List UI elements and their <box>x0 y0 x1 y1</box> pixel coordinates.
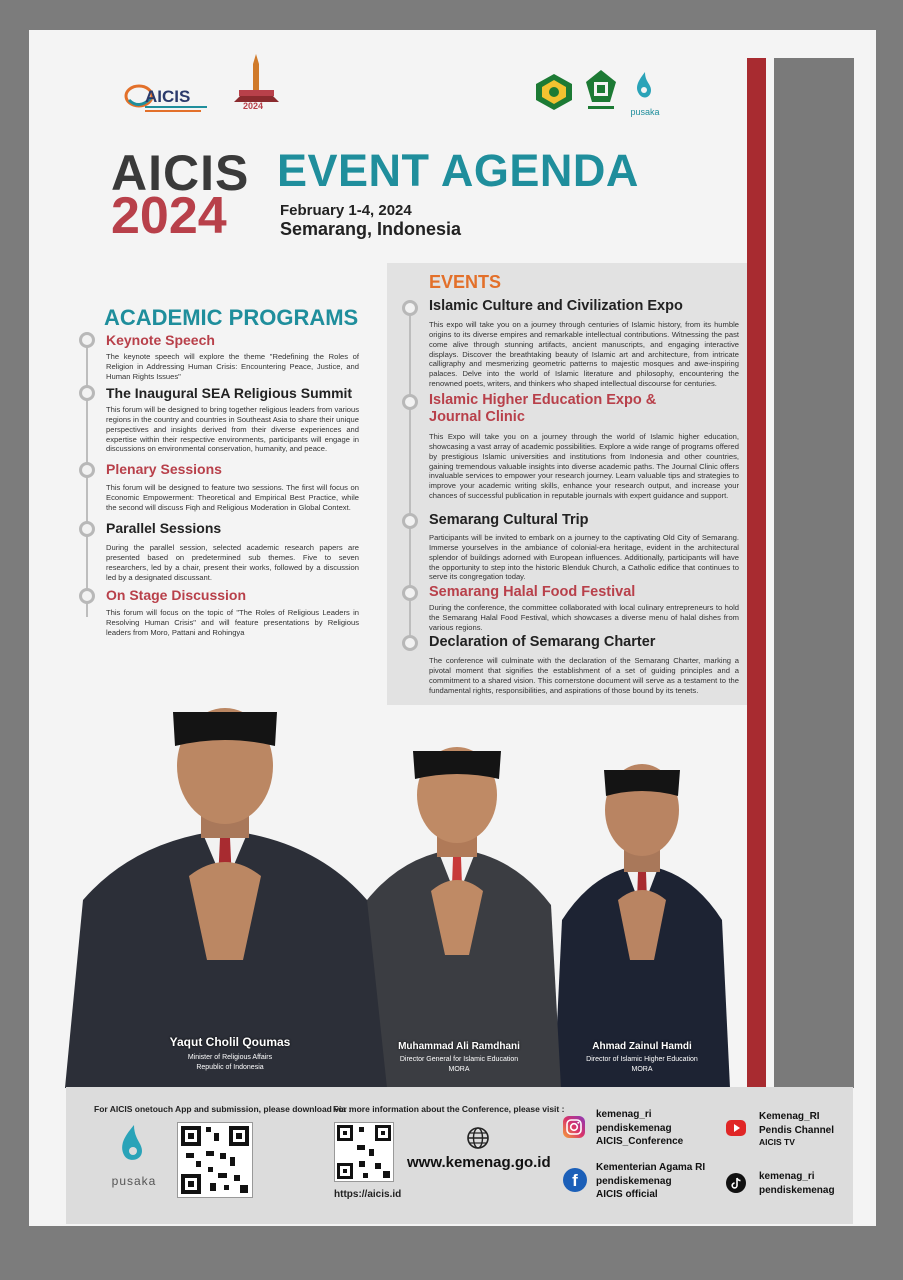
program-heading: Parallel Sessions <box>106 520 222 536</box>
tiktok-handle[interactable]: pendiskemenag <box>759 1184 835 1196</box>
event-date: February 1-4, 2024 <box>280 202 412 219</box>
program-description: This forum will be designed to bring together religious leaders from various regions in the country and countries in Southeast Asia to share their unique perspectives and insights derived from their diverse experiences and expertise within their respective environments, participants will engage in discussions on environmental conservation, humanity, and peace. <box>106 405 359 454</box>
program-heading: On Stage Discussion <box>106 587 247 603</box>
pendis-logo-icon <box>584 68 618 116</box>
event-heading: Declaration of Semarang Charter <box>429 634 656 650</box>
instagram-icon[interactable] <box>563 1116 585 1138</box>
person-role: Director of Islamic Higher Education <box>586 1056 698 1063</box>
decorative-gray-bar <box>774 58 854 1088</box>
event-heading: Islamic Culture and Civilization Expo <box>429 298 683 314</box>
kemenag-url[interactable]: www.kemenag.go.id <box>407 1154 551 1171</box>
timeline-dot <box>79 462 95 478</box>
event-description: During the conference, the committee collaborated with local culinary entrepreneurs to hold the Semarang Halal Food Festival, which showcases a diverse menu of halal dishes from various regions. <box>429 603 739 632</box>
facebook-icon[interactable]: f <box>563 1168 587 1192</box>
event-description: Participants will be invited to embark on a journey to the captivating Old City of Semarang. Immerse yourselves in the ambiance of colonial-era heritage, evident in the architectural splendor of buildings adorned with European influences. Additionally, participants will have the opportunity to step into the historic Blenduk Church, a Catholic edifice that continues to serve its congregation today. <box>429 533 739 582</box>
instagram-handle[interactable]: AICIS_Conference <box>596 1136 684 1147</box>
academic-timeline-line <box>86 342 88 617</box>
program-description: During the parallel session, selected academic research papers are presented based on predetermined sub themes. Five to seven researchers, led by a chair, present their works, followed by a discussion led by a designated discussant. <box>106 543 359 582</box>
event-heading: Semarang Cultural Trip <box>429 512 589 528</box>
facebook-handle[interactable]: AICIS official <box>596 1189 658 1200</box>
person-role: MORA <box>448 1066 470 1073</box>
globe-icon <box>466 1126 490 1150</box>
youtube-accounts <box>759 1110 834 1148</box>
event-description: This Expo will take you on a journey through the world of Islamic higher education, showcasing a vast array of academic possibilities. Explore a wide range of programs offered by prestigious Islamic universities and institutions from Indonesia and other countries, gaining tremendous valuable insights into diverse academic paths. The Journal Clinic offers invaluable services to empower your research journey. Learn valuable tips and strategies to improve your academic writing skills, enhance your research output, and increase your chances of successful publication in reputable journals with expert guidance and support. <box>429 432 739 501</box>
timeline-dot <box>402 394 418 410</box>
event-description: This expo will take you on a journey through centuries of Islamic history, from its humble origins to its diverse empires and remarkable intellectual contributions. Witnessing the past come alive through stunning artifacts, ancient manuscripts, and engaging interactive displays. Discover the breathtaking beauty of Islamic art and architecture, from intricate calligraphy and mesmerizing geometric patterns to majestic mosques and awe-inspiring palaces. Delve into the world of Islamic literature and philosophy, encountering the renowned poets, writers, and thinkers who shaped intellectual discourse for centuries. <box>429 320 739 389</box>
timeline-dot <box>79 385 95 401</box>
event-heading: Semarang Halal Food Festival <box>429 584 636 600</box>
events-title: EVENTS <box>429 272 502 292</box>
instagram-handle[interactable]: pendiskemenag <box>596 1122 672 1134</box>
program-description: This forum will focus on the topic of "The Roles of Religious Leaders in Resolving Human Crisis" and will feature presentations by Religious leaders from Moro, Pattani and Rohingya <box>106 608 359 637</box>
person-role: MORA <box>631 1066 653 1073</box>
svg-text:2024: 2024 <box>243 101 264 111</box>
tiktok-handle[interactable]: kemenag_ri <box>759 1171 815 1182</box>
person-name: Ahmad Zainul Hamdi <box>592 1041 692 1052</box>
facebook-handle[interactable]: pendiskemenag <box>596 1175 672 1187</box>
title-year: 2024 <box>111 187 227 245</box>
aicis-url[interactable]: https://aicis.id <box>334 1189 402 1200</box>
timeline-dot <box>402 513 418 529</box>
title-event-agenda: EVENT AGENDA <box>277 145 639 196</box>
academic-programs-title: ACADEMIC PROGRAMS <box>104 305 359 330</box>
tiktok-accounts <box>759 1170 835 1197</box>
timeline-dot <box>79 588 95 604</box>
person-name: Muhammad Ali Ramdhani <box>398 1041 520 1052</box>
facebook-accounts <box>596 1161 705 1202</box>
kemenag-emblem-icon <box>534 72 574 112</box>
pusaka-app-logo[interactable] <box>104 1123 164 1193</box>
youtube-icon[interactable] <box>726 1120 746 1136</box>
pusaka-logo <box>625 70 665 116</box>
person-name: Yaqut Cholil Qoumas <box>169 1035 291 1049</box>
program-heading: Plenary Sessions <box>106 461 222 477</box>
title-aicis: AICIS <box>111 145 250 201</box>
event-description: The conference will culminate with the declaration of the Semarang Charter, marking a pivotal moment that signifies the establishment of a set of guiding principles and a commitment to a shared vision. This cornerstone document will serve as a testament to the fundamental rights, responsibilities, and aspirations of those bound by its tenets. <box>429 656 739 695</box>
timeline-dot <box>402 300 418 316</box>
portrait-yaqut-cholil-qoumas <box>65 690 395 1088</box>
person-role: Minister of Religious Affairs <box>187 1054 273 1061</box>
pusaka-qr-code[interactable] <box>177 1122 253 1198</box>
aicis-logo <box>123 76 223 120</box>
pusaka-logo-text: pusaka <box>630 107 660 117</box>
instagram-accounts <box>596 1108 683 1149</box>
aicis-qr-code[interactable] <box>334 1122 394 1182</box>
poster <box>29 30 876 1226</box>
timeline-dot <box>402 585 418 601</box>
facebook-handle[interactable]: Kementerian Agama RI <box>596 1162 706 1173</box>
info-text: For more information about the Conference, please visit : <box>333 1104 565 1114</box>
tiktok-icon[interactable] <box>726 1173 746 1193</box>
timeline-dot <box>79 521 95 537</box>
aicis-2024-monument-logo <box>229 52 284 114</box>
program-heading: Keynote Speech <box>106 332 215 348</box>
person-role: Republic of Indonesia <box>196 1064 264 1071</box>
program-description: The keynote speech will explore the theme "Redefining the Roles of Religion in Addressing Human Crisis: Encountering Peace, Justice, and Human Rights Issues" <box>106 352 359 381</box>
timeline-dot <box>79 332 95 348</box>
event-location: Semarang, Indonesia <box>280 219 462 239</box>
youtube-channel[interactable]: AICIS TV <box>759 1137 795 1147</box>
download-text: For AICIS onetouch App and submission, please download via : <box>94 1104 352 1114</box>
timeline-dot <box>402 635 418 651</box>
person-role: Director General for Islamic Education <box>399 1056 519 1063</box>
youtube-channel[interactable]: Kemenag_RI <box>759 1111 820 1122</box>
event-heading: Islamic Higher Education Expo & Journal Clinic <box>429 392 657 425</box>
svg-text:AICIS: AICIS <box>145 87 191 106</box>
program-heading: The Inaugural SEA Religious Summit <box>106 385 353 401</box>
program-description: This forum will be designed to feature two sessions. The first will focus on Economic Empowerment: Theoretical and Empirical Best Practice, while the second will discuss Fiqh and Religious Moderation in Global Context. <box>106 483 359 512</box>
instagram-handle[interactable]: kemenag_ri <box>596 1109 652 1120</box>
youtube-channel[interactable]: Pendis Channel <box>759 1124 835 1136</box>
pusaka-app-label: pusaka <box>111 1174 157 1188</box>
